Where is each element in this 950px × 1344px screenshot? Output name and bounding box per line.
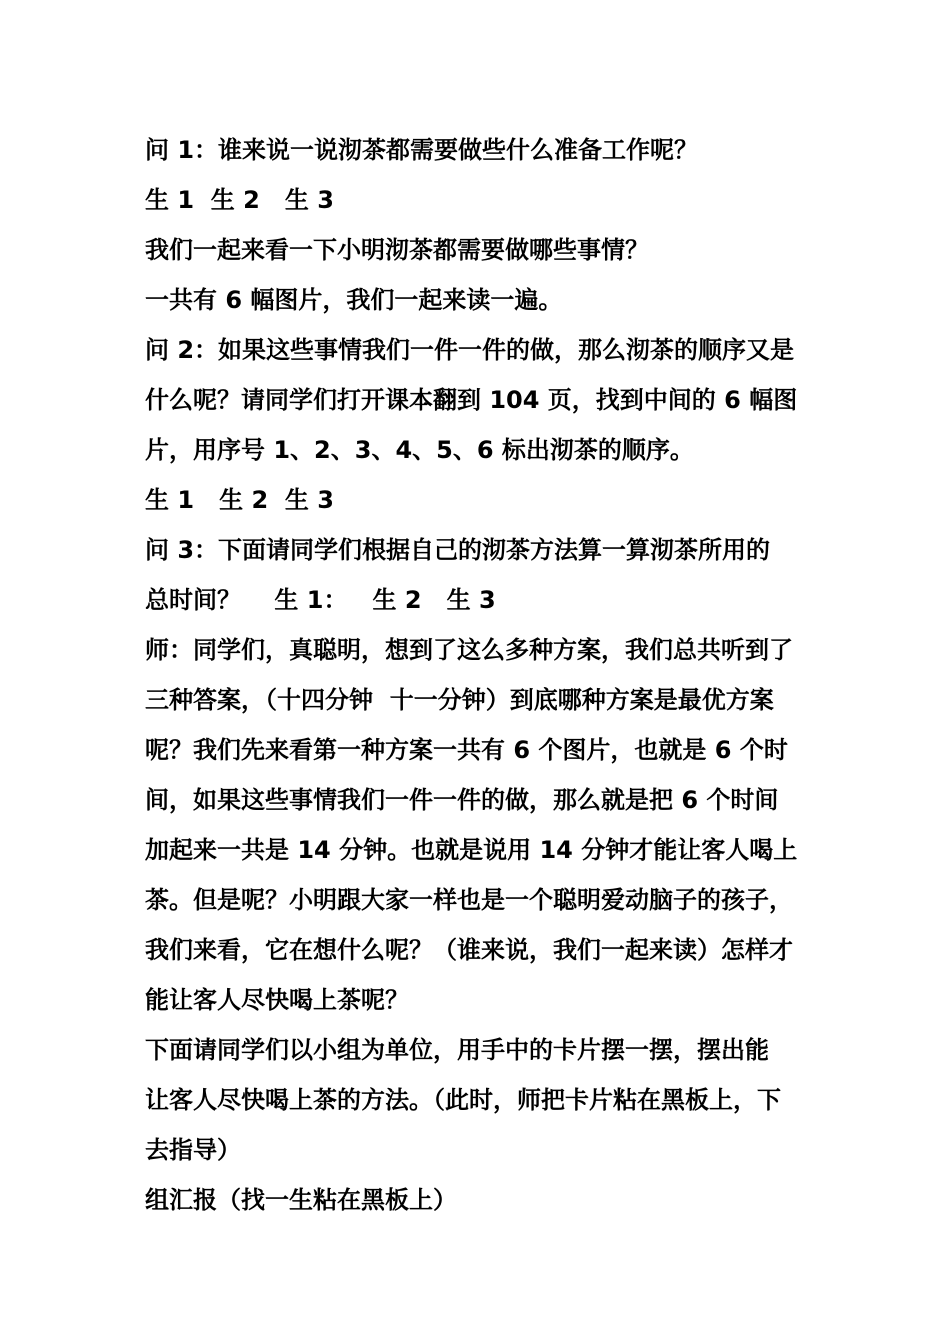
question-3-line: 问 3：下面请同学们根据自己的沏茶方法算一算沏茶所用的 — [145, 536, 771, 564]
text-line: 我们来看，它在想什么呢？（谁来说，我们一起来读）怎样才 — [145, 936, 793, 964]
teacher-line: 师：同学们，真聪明，想到了这么多种方案，我们总共听到了 — [145, 636, 793, 664]
text-line: 呢？我们先来看第一种方案一共有 6 个图片，也就是 6 个时 — [145, 736, 788, 764]
text-line: 茶。但是呢？小明跟大家一样也是一个聪明爱动脑子的孩子， — [145, 886, 793, 914]
student-answers-line: 生 1 生 2 生 3 — [145, 186, 334, 214]
text-line: 加起来一共是 14 分钟。也就是说用 14 分钟才能让客人喝上 — [145, 836, 798, 864]
document-body — [145, 125, 825, 1225]
question-2-line: 问 2：如果这些事情我们一件一件的做，那么沏茶的顺序又是 — [145, 336, 795, 364]
text-line: 去指导） — [145, 1136, 241, 1164]
text-line: 什么呢？请同学们打开课本翻到 104 页，找到中间的 6 幅图 — [145, 386, 798, 414]
text-line: 片，用序号 1、2、3、4、5、6 标出沏茶的顺序。 — [145, 436, 694, 464]
text-line: 三种答案，（十四分钟 十一分钟）到底哪种方案是最优方案 — [145, 686, 774, 714]
student-answers-line: 生 1 生 2 生 3 — [145, 486, 334, 514]
question-1-line: 问 1：谁来说一说沏茶都需要做些什么准备工作呢？ — [145, 136, 699, 164]
text-line: 让客人尽快喝上茶的方法。（此时，师把卡片粘在黑板上，下 — [145, 1086, 781, 1114]
text-line: 能让客人尽快喝上茶呢？ — [145, 986, 409, 1014]
text-line: 我们一起来看一下小明沏茶都需要做哪些事情？ — [145, 236, 649, 264]
text-line: 总时间？ 生 1： 生 2 生 3 — [145, 586, 496, 614]
text-line: 间，如果这些事情我们一件一件的做，那么就是把 6 个时间 — [145, 786, 779, 814]
text-line: 下面请同学们以小组为单位，用手中的卡片摆一摆，摆出能 — [145, 1036, 769, 1064]
group-report-line: 组汇报（找一生粘在黑板上） — [145, 1186, 457, 1214]
text-line: 一共有 6 幅图片，我们一起来读一遍。 — [145, 286, 563, 314]
